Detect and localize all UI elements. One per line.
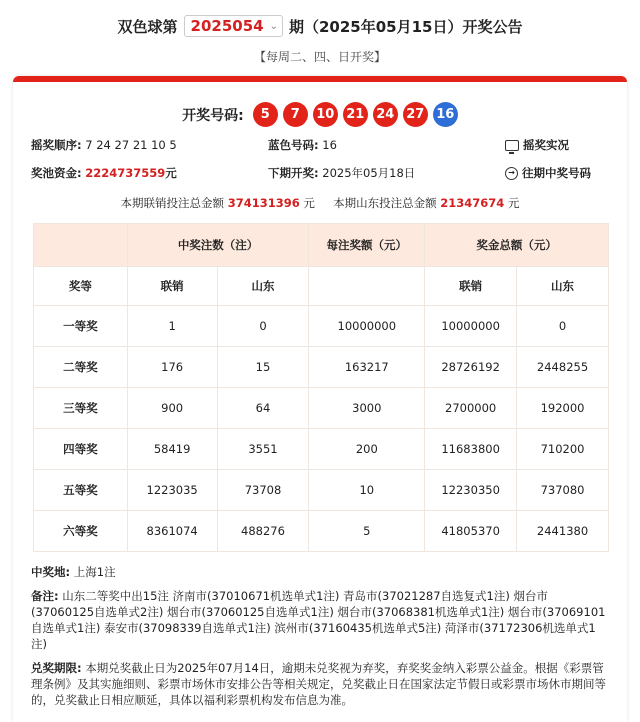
header-national: 联销 — [127, 267, 217, 306]
prize-per-bet: 5 — [309, 511, 425, 552]
next-draw-label: 下期开奖: — [268, 166, 319, 180]
prize-level: 五等奖 — [34, 470, 128, 511]
red-ball: 24 — [373, 102, 398, 127]
issue-select[interactable] — [184, 15, 283, 37]
blue-number-label: 蓝色号码: — [268, 138, 319, 152]
claim-deadline — [31, 660, 609, 708]
prize-level: 二等奖 — [34, 347, 128, 388]
table-row — [34, 470, 609, 511]
remarks-label: 备注: — [31, 589, 59, 603]
national-count: 8361074 — [127, 511, 217, 552]
prize-per-bet: 163217 — [309, 347, 425, 388]
chevron-down-icon: ⌄ — [269, 20, 278, 32]
next-draw-value: 2025年05月18日 — [322, 166, 416, 180]
table-row — [34, 347, 609, 388]
national-total: 41805370 — [425, 511, 517, 552]
prize-pool-label: 奖池资金: — [31, 166, 82, 180]
notes-section — [31, 564, 609, 708]
prize-table — [33, 223, 609, 552]
winning-numbers-label: 开奖号码: — [182, 107, 244, 124]
monitor-icon — [505, 140, 519, 151]
red-ball: 5 — [253, 102, 278, 127]
blue-ball: 16 — [433, 102, 458, 127]
red-ball: 21 — [343, 102, 368, 127]
claim-deadline-text: 本期兑奖截止日为2025年07月14日，逾期未兑奖视为弃奖，弃奖奖金纳入彩票公益金。根据《彩票管理条例》及其实施细则、彩票市场休市安排公告等相关规定，兑奖截止日在国家法定节假日或彩票市场休市期间等的，兑奖截止日相应顺延，具体以福利彩票机构发布信息为准。 — [31, 661, 606, 707]
header-shandong: 山东 — [517, 267, 609, 306]
prize-level: 一等奖 — [34, 306, 128, 347]
shandong-sales-value: 21347674 — [440, 196, 505, 210]
winner-location-text: 上海1注 — [73, 565, 116, 579]
national-total: 10000000 — [425, 306, 517, 347]
red-ball: 27 — [403, 102, 428, 127]
result-panel — [13, 76, 627, 722]
header-prize-per-bet: 每注奖额（元） — [309, 224, 425, 267]
title-suffix: 期（2025年05月15日）开奖公告 — [288, 17, 523, 36]
draw-info — [13, 135, 627, 195]
national-sales-label: 本期联销投注总金额 — [120, 196, 225, 210]
remarks — [31, 588, 609, 652]
winner-location-label: 中奖地: — [31, 565, 71, 579]
national-count: 900 — [127, 388, 217, 429]
draw-order — [31, 137, 177, 153]
live-draw-link[interactable] — [505, 137, 569, 153]
red-ball: 7 — [283, 102, 308, 127]
shandong-total: 710200 — [517, 429, 609, 470]
national-total: 12230350 — [425, 470, 517, 511]
national-total: 2700000 — [425, 388, 517, 429]
national-count: 1 — [127, 306, 217, 347]
national-count: 58419 — [127, 429, 217, 470]
shandong-count: 15 — [217, 347, 309, 388]
header-prize-level: 奖等 — [34, 267, 128, 306]
claim-deadline-label: 兑奖期限: — [31, 661, 82, 675]
blue-number-value: 16 — [322, 138, 337, 152]
prize-level: 三等奖 — [34, 388, 128, 429]
shandong-total: 737080 — [517, 470, 609, 511]
shandong-count: 73708 — [217, 470, 309, 511]
draw-order-value: 7 24 27 21 10 5 — [85, 138, 177, 152]
national-total: 11683800 — [425, 429, 517, 470]
shandong-total: 0 — [517, 306, 609, 347]
shandong-sales-label: 本期山东投注总金额 — [333, 196, 437, 210]
live-draw-label: 摇奖实况 — [523, 138, 569, 152]
header-spacer — [34, 224, 128, 267]
next-draw — [268, 165, 415, 181]
table-row — [34, 429, 609, 470]
draw-schedule: 【每周二、四、日开奖】 — [253, 50, 386, 64]
prize-per-bet: 10 — [309, 470, 425, 511]
shandong-count: 0 — [217, 306, 309, 347]
prize-per-bet: 10000000 — [309, 306, 425, 347]
header-national: 联销 — [425, 267, 517, 306]
shandong-count: 64 — [217, 388, 309, 429]
announcement-header — [0, 0, 640, 46]
winning-numbers — [13, 102, 627, 127]
national-sales-unit: 元 — [303, 196, 315, 210]
history-link[interactable] — [505, 165, 591, 181]
prize-level: 四等奖 — [34, 429, 128, 470]
winner-location — [31, 564, 609, 580]
history-icon: → — [505, 167, 518, 180]
prize-level: 六等奖 — [34, 511, 128, 552]
prize-per-bet: 3000 — [309, 388, 425, 429]
shandong-sales-unit: 元 — [507, 196, 520, 210]
table-sub-header — [34, 267, 609, 306]
shandong-total: 192000 — [517, 388, 609, 429]
history-label: 往期中奖号码 — [522, 166, 591, 180]
remarks-text: 山东二等奖中出15注 济南市(37010671机选单式1注) 青岛市(37021287自选复式1注) 烟台市(37060125自选单式2注) 烟台市(37060125自选单式1注) 烟台市(37068381机选单式1注) 烟台市(37069101自选单式1注) 泰安市(37098339自选单式1注) 滨州市(37160435机选单式5注) 菏泽市(37172306机选单式1注) — [31, 589, 606, 651]
issue-number: 2025054 — [190, 17, 264, 35]
prize-pool-value: 2224737559 — [85, 166, 166, 180]
national-count: 1223035 — [127, 470, 217, 511]
header-prize-total: 奖金总额（元） — [425, 224, 609, 267]
header-shandong: 山东 — [217, 267, 309, 306]
red-ball: 10 — [313, 102, 338, 127]
prize-pool-unit: 元 — [165, 166, 177, 180]
shandong-count: 488276 — [217, 511, 309, 552]
table-row — [34, 511, 609, 552]
national-total: 28726192 — [425, 347, 517, 388]
table-row — [34, 388, 609, 429]
header-empty — [309, 267, 425, 306]
table-row — [34, 306, 609, 347]
blue-number — [268, 137, 337, 153]
draw-order-label: 摇奖顺序: — [31, 138, 82, 152]
prize-per-bet: 200 — [309, 429, 425, 470]
national-sales-value: 374131396 — [227, 196, 300, 210]
shandong-count: 3551 — [217, 429, 309, 470]
title-prefix: 双色球第 — [117, 17, 178, 36]
prize-pool — [31, 165, 177, 181]
national-count: 176 — [127, 347, 217, 388]
table-group-header — [34, 224, 609, 267]
header-winner-count: 中奖注数（注） — [127, 224, 309, 267]
shandong-total: 2448255 — [517, 347, 609, 388]
sales-summary — [13, 195, 627, 223]
shandong-total: 2441380 — [517, 511, 609, 552]
